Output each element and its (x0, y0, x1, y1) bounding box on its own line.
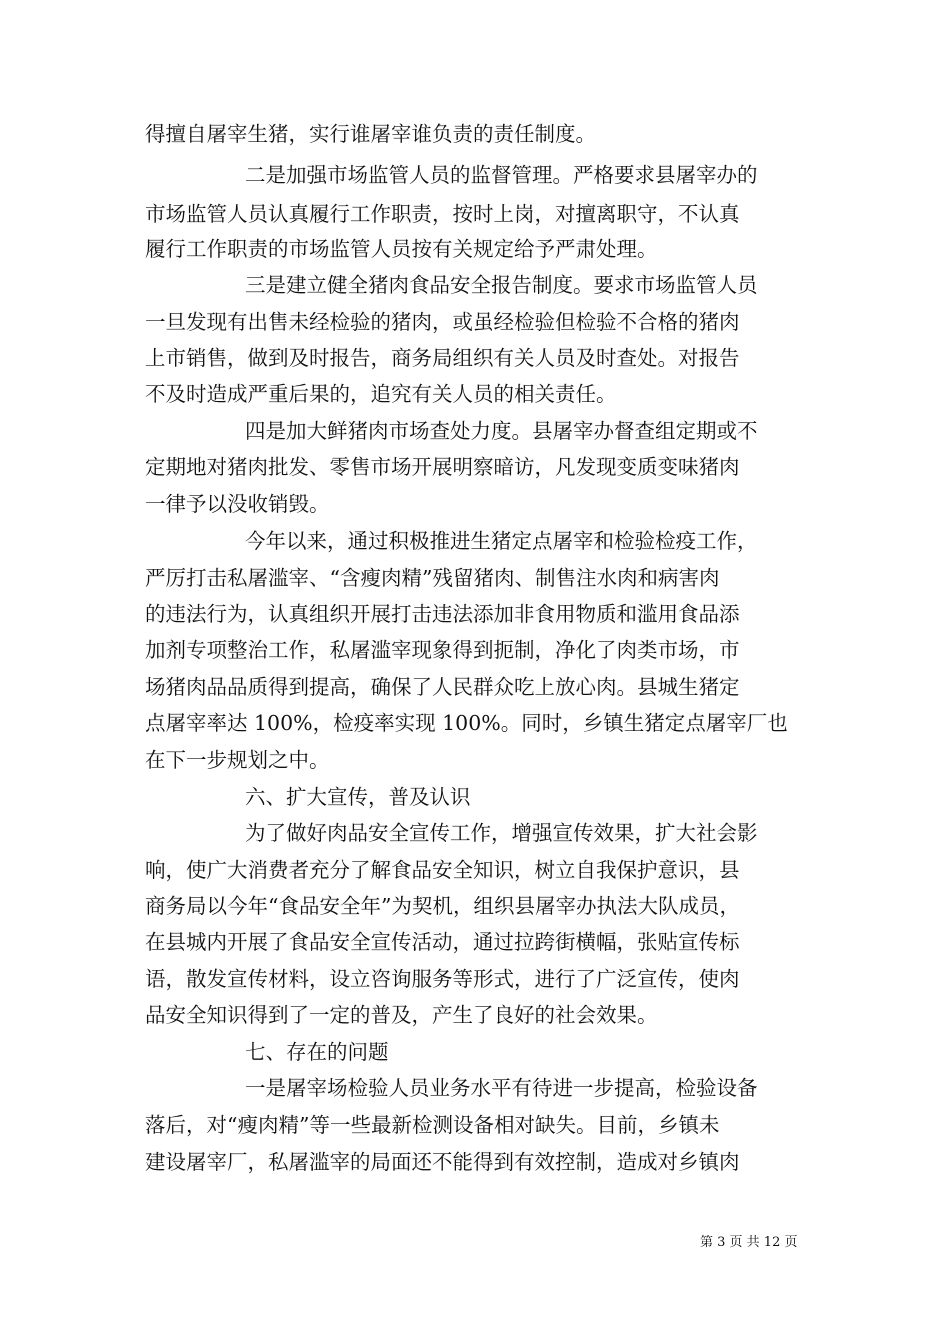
text-line: 上市销售，做到及时报告，商务局组织有关人员及时查处。对报告 (145, 346, 740, 370)
page-number-footer: 第 3 页 共 12 页 (700, 1235, 798, 1250)
section-heading: 六、扩大宣传，普及认识 (245, 785, 471, 809)
text-line: 一旦发现有出售未经检验的猪肉，或虽经检验但检验不合格的猪肉 (145, 310, 740, 334)
section-heading: 七、存在的问题 (245, 1040, 389, 1064)
text-line: 场猪肉品品质得到提高，确保了人民群众吃上放心肉。县城生猪定 (145, 675, 740, 699)
paragraph-first-line: 二是加强市场监管人员的监督管理。严格要求县屠宰办的 (245, 163, 758, 187)
text-line: 的违法行为，认真组织开展打击违法添加非食用物质和滥用食品添 (145, 602, 740, 626)
text-line: 一律予以没收销毁。 (145, 492, 330, 516)
text-line: 得擅自屠宰生猪，实行谁屠宰谁负责的责任制度。 (145, 122, 596, 146)
text-line: 严厉打击私屠滥宰、“含瘦肉精”残留猪肉、制售注水肉和病害肉 (145, 566, 720, 590)
text-line: 品安全知识得到了一定的普及，产生了良好的社会效果。 (145, 1003, 658, 1027)
text-line: 语，散发宣传材料，设立咨询服务等形式，进行了广泛宣传，使肉 (145, 967, 740, 991)
text-line: 定期地对猪肉批发、零售市场开展明察暗访，凡发现变质变味猪肉 (145, 455, 740, 479)
text-line: 市场监管人员认真履行工作职责，按时上岗，对擅离职守，不认真 (145, 202, 740, 226)
text-line: 落后，对“瘦肉精”等一些最新检测设备相对缺失。目前，乡镇未 (145, 1113, 720, 1137)
paragraph-first-line: 今年以来，通过积极推进生猪定点屠宰和检验检疫工作， (245, 529, 758, 553)
text-line: 点屠宰率达 100%，检疫率实现 100%。同时，乡镇生猪定点屠宰厂也 (145, 711, 788, 735)
text-line: 响，使广大消费者充分了解食品安全知识，树立自我保护意识，县 (145, 858, 740, 882)
paragraph-first-line: 一是屠宰场检验人员业务水平有待进一步提高，检验设备 (245, 1076, 758, 1100)
text-line: 履行工作职责的市场监管人员按有关规定给予严肃处理。 (145, 237, 658, 261)
text-line: 建设屠宰厂，私屠滥宰的局面还不能得到有效控制，造成对乡镇肉 (145, 1150, 740, 1174)
paragraph-first-line: 四是加大鲜猪肉市场查处力度。县屠宰办督查组定期或不 (245, 419, 758, 443)
text-line: 在县城内开展了食品安全宣传活动，通过拉跨街横幅，张贴宣传标 (145, 930, 740, 954)
text-line: 加剂专项整治工作，私屠滥宰现象得到扼制，净化了肉类市场，市 (145, 638, 740, 662)
text-line: 在下一步规划之中。 (145, 748, 330, 772)
paragraph-first-line: 三是建立健全猪肉食品安全报告制度。要求市场监管人员 (245, 273, 758, 297)
paragraph-first-line: 为了做好肉品安全宣传工作，增强宣传效果，扩大社会影 (245, 821, 758, 845)
text-line: 不及时造成严重后果的，追究有关人员的相关责任。 (145, 382, 617, 406)
text-line: 商务局以今年“食品安全年”为契机，组织县屠宰办执法大队成员， (145, 894, 740, 918)
